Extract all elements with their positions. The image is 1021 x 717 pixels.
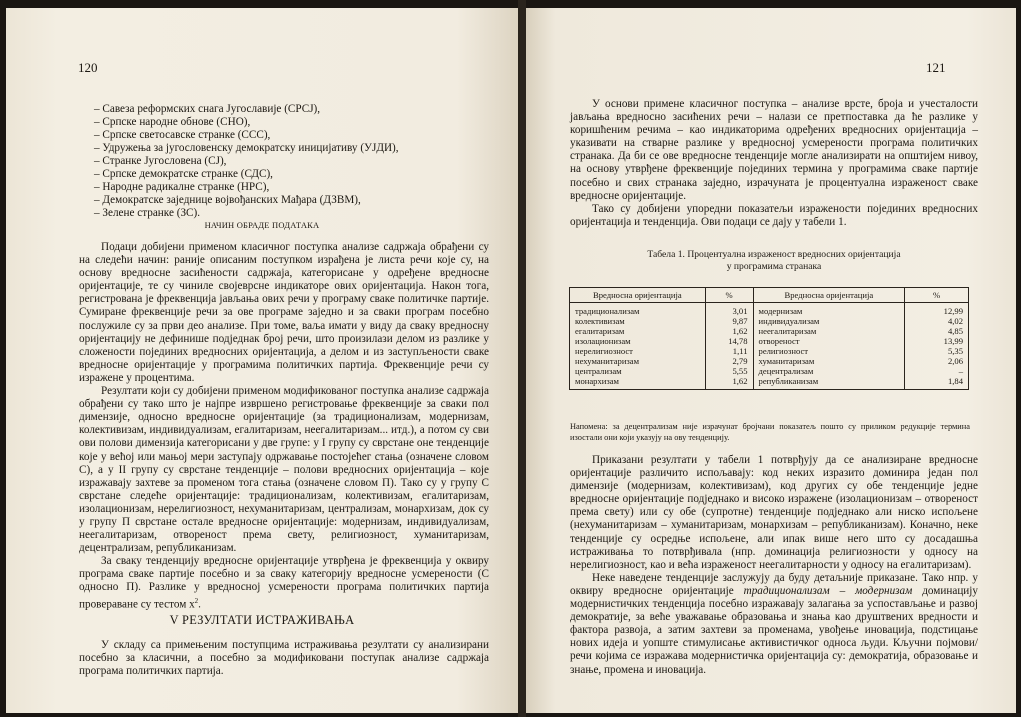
- list-item: – Демократске заједнице војвођанских Мађара (ДЗВМ),: [94, 194, 361, 206]
- table-cell: нехуманитаризам: [570, 356, 706, 366]
- table-caption: [570, 249, 978, 273]
- table-cell: децентрализам: [753, 366, 905, 376]
- table-note: Напомена: за децентрализам није израчунат бројчани показатељ пошто су приликом редукције термина изостали они који указују на ову тенденцију.: [570, 422, 970, 442]
- table-header: Вредносна оријентација: [753, 288, 905, 303]
- table-cell: монархизам: [570, 376, 706, 390]
- table-cell: 13,99: [905, 336, 969, 346]
- table-row: [570, 303, 969, 317]
- page-number-left: 120: [78, 60, 98, 75]
- table-cell: 2,06: [905, 356, 969, 366]
- paragraph: Подаци добијени применом класичног поступка анализе садржаја обрађени су на следећи начин: раније описаним поступком израђена је листа речи које су, на основу вредносне засићености садржаја, категорисане у одређене вредносне оријентације, те су чиниле својеврсне индикаторе ових оријентација. Након тога, регистрована је фреквенција јављања ових речи у програму сваке политичке партије. Сумиране фреквенције речи за ове програме заједно и за сваки програм посебно послужиле су за први део анализе. При томе, ваља имати у виду да сваку вредносну оријентацију не дефинише подједнак број речи, што произилази делом из разлике у сложености појединих вредносних оријентација, а делом и из заступљености сваке вредносне оријентације у програмима политичких партија. Фреквенције речи су изражене у процентима.: [79, 241, 489, 384]
- party-list: [94, 103, 474, 220]
- table-cell: модернизам: [753, 303, 905, 317]
- table-cell: егалитаризам: [570, 326, 706, 336]
- section-heading: V РЕЗУЛТАТИ ИСТРАЖИВАЊА: [169, 613, 355, 627]
- table-cell: 2,79: [705, 356, 753, 366]
- table-row: [570, 376, 969, 390]
- list-item: – Странке Југословена (СЈ),: [94, 155, 227, 167]
- values-table: [569, 287, 969, 390]
- list-item: – Удружења за југословенску демократску иницијативу (УЈДИ),: [94, 142, 399, 154]
- table-cell: –: [905, 366, 969, 376]
- paragraph: Резултати који су добијени применом модификованог поступка анализе садржаја обрађени су тако што је најпре извршено регистровање фреквенције за сваки пол димензије, односно вредносне оријентације (за традиционализам, модернизам, колективизам, индивидуализам, егалитаризам, неегалитаризам... итд.), а потом су сви ови полови димензија категорисани у две групе: у I групу су сврстане оне тенденције које у већој или мањој мери заступају одржавање постојећег стања (означене словом С), а у II групу су сврстане тенденције – полови вредносних оријентација – које изражавају захтеве за променом тога стања (означене словом П). Тако су у групу С сврстане следеће оријентације: традиционализам, колективизам, егалитаризам, изолационизам, нерелигиозност, нехуманитаризам, централизам, монархизам, док су у групу П сврстане остале вредносне оријентације: модернизам, индивидуализам, неегалитаризам, отвореност према свету, религиозност, хуманитаризам, децентрализам, републиканизам.: [79, 385, 489, 555]
- table-header: %: [905, 288, 969, 303]
- table-cell: 1,11: [705, 346, 753, 356]
- table-cell: 1,84: [905, 376, 969, 390]
- table-cell: републиканизам: [753, 376, 905, 390]
- paragraph: У основи примене класичног поступка – анализе врсте, броја и учесталости јављања вредносно засићених речи – налази се претпоставка да ће разлике у коришћеним речима – као индикаторима одређених вредносних оријентација – указивати на стварне разлике у вредносној усмерености програма политичких странака. Да би се ове вредносне тенденције могле анализирати на општијем нивоу, на основу утврђене фреквенције појединих термина у програмима сваке партије посебно и свих странака заједно, израчуната је процентуална израженост сваке вредносне оријентације.: [570, 98, 978, 202]
- paragraph: У складу са примењеним поступцима истраживања резултати су анализирани посебно за класични, а посебно за модификовани поступак анализе садржаја програма политичких партија.: [79, 639, 489, 678]
- table-cell: религиозност: [753, 346, 905, 356]
- table-row: [570, 326, 969, 336]
- table-row: [570, 336, 969, 346]
- table-cell: отвореност: [753, 336, 905, 346]
- table-cell: 1,62: [705, 326, 753, 336]
- table-cell: индивидуализам: [753, 316, 905, 326]
- table-caption-line: у програмима странака: [726, 261, 822, 272]
- paragraph-text: За сваку тенденцију вредносне оријентације утврђена је фреквенција у оквиру програма сваке партије посебно и за сваку категорију вредносне усмерености (С односно П). Разлике у вредносној усмерености програма политичких партија провераване су тестом х: [79, 555, 489, 611]
- table-cell: нерелигиозност: [570, 346, 706, 356]
- paragraph-end: .: [198, 598, 201, 611]
- table-row: [570, 346, 969, 356]
- list-item: – Српске светосавске странке (ССС),: [94, 129, 271, 141]
- paragraph: Приказани резултати у табели 1 потврђују да се анализиране вредносне оријентације различито испољавају: код неких изразито доминира један пол димензије (модернизам, колективизам), код других су обе тенденције једне вредносне оријентације подједнако и високо изражене (изолационизам – отвореност према свету) или су обе (супротне) тенденције подједнако али ниско испољене (нехуманитаризам – хуманитаризам, монархизам – републиканизам). Коначно, неке тенденције су осредње испољене, али ипак више него што су досадашња истраживања то потврђивала (нпр. доминација религиозности у односу на нерелигиозност, као и већа израженост неегалитарности у односу на егалитаризам).: [570, 454, 978, 571]
- right-page: [526, 8, 1016, 713]
- table-row: [570, 356, 969, 366]
- table-header: %: [705, 288, 753, 303]
- table-cell: централизам: [570, 366, 706, 376]
- left-body: [79, 241, 489, 611]
- values-table-wrap: [569, 287, 969, 390]
- page-number-right: 121: [926, 60, 946, 75]
- table-cell: традиционализам: [570, 303, 706, 317]
- paragraph: [79, 555, 489, 611]
- table-cell: хуманитаризам: [753, 356, 905, 366]
- table-row: [570, 316, 969, 326]
- table-cell: изолационизам: [570, 336, 706, 346]
- table-cell: 12,99: [905, 303, 969, 317]
- section-subheading: НАЧИН ОБРАДЕ ПОДАТАКА: [204, 220, 320, 230]
- right-body-top: [570, 98, 978, 229]
- paragraph: Тако су добијени упоредни показатељи изражености појединих вредносних оријентација и тенденција. Ови подаци се дају у табели 1.: [570, 202, 978, 228]
- right-body-bottom: [570, 454, 978, 677]
- table-cell: колективизам: [570, 316, 706, 326]
- left-page: [6, 8, 518, 713]
- table-cell: 1,62: [705, 376, 753, 390]
- list-item: – Зелене странке (ЗС).: [94, 207, 201, 219]
- table-cell: 14,78: [705, 336, 753, 346]
- table-cell: 5,35: [905, 346, 969, 356]
- list-item: – Српске демократске странке (СДС),: [94, 168, 273, 180]
- table-row: [570, 366, 969, 376]
- left-body-end: [79, 639, 489, 678]
- table-cell: 3,01: [705, 303, 753, 317]
- list-item: – Народне радикалне странке (НРС),: [94, 181, 270, 193]
- table-cell: 4,02: [905, 316, 969, 326]
- paragraph-end: доминацију модернистичких тенденција посебно изражавају залагања за успостављање и развој демократије, за веће уважавање образовања и знања као друштвених вредности и фактора развоја, а затим захтеви за променама, увођење иновација, подстицање нових идеја и уопште стимулисање активистичког односа људи. Кључни појмови/речи којима се изражава модернистичка оријентација су: демократија, образовање и знање, промена и иновација.: [570, 584, 978, 676]
- paragraph: [570, 572, 978, 677]
- table-caption-line: Табела 1. Процентуална израженост вредносних оријентација: [647, 249, 901, 260]
- list-item: – Савеза реформских снага Југославије (СРСЈ),: [94, 103, 321, 115]
- italic-term: традиционализам – модернизам: [743, 584, 913, 597]
- paragraph-text: Неке наведене тенденције заслужују да буду детаљније приказане. Тако нпр. у оквиру вредносне оријентације: [570, 571, 978, 597]
- superscript: 2: [194, 596, 199, 605]
- list-item: – Српске народне обнове (СНО),: [94, 116, 251, 128]
- table-cell: 4,85: [905, 326, 969, 336]
- table-cell: неегалитаризам: [753, 326, 905, 336]
- table-cell: 5,55: [705, 366, 753, 376]
- table-cell: 9,87: [705, 316, 753, 326]
- table-header: Вредносна оријентација: [570, 288, 706, 303]
- book-gutter: [518, 0, 526, 717]
